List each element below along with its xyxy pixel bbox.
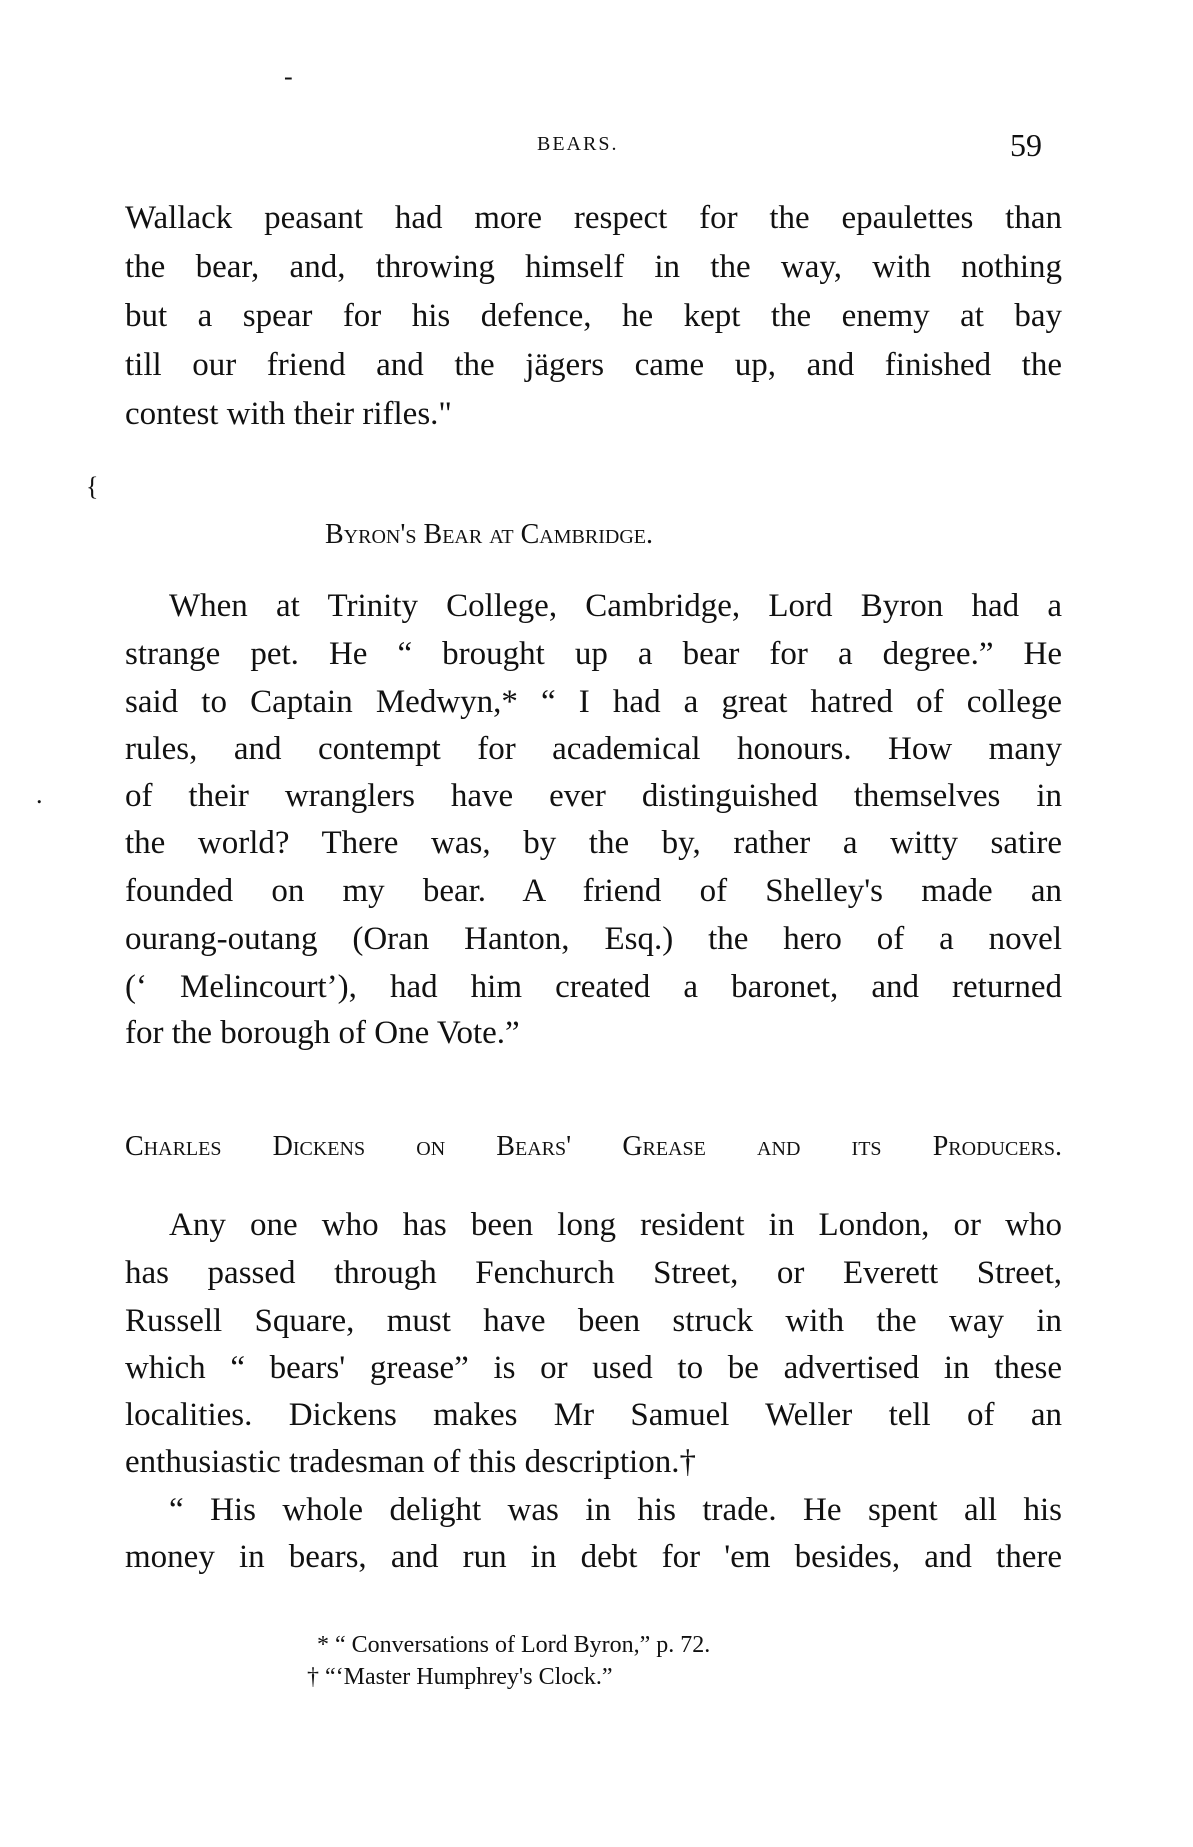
- text-line: of their wranglers have ever distinguished themselves in: [125, 778, 1062, 814]
- scan-mark: -: [284, 62, 293, 91]
- text-line: “ His whole delight was in his trade. He spent all his: [169, 1492, 1062, 1528]
- text-line: for the borough of One Vote.”: [125, 1015, 520, 1051]
- scan-mark: {: [86, 472, 99, 501]
- page-number: 59: [1010, 127, 1042, 163]
- text-line: has passed through Fenchurch Street, or Everett Street,: [125, 1255, 1062, 1291]
- text-line: money in bears, and run in debt for 'em besides, and there: [125, 1539, 1062, 1575]
- text-line: but a spear for his defence, he kept the enemy at bay: [125, 298, 1062, 334]
- scan-mark: .: [36, 780, 43, 809]
- text-line: said to Captain Medwyn,* “ I had a great hatred of college: [125, 684, 1062, 720]
- section-heading: Charles Dickens on Bears' Grease and its Producers.: [125, 1131, 1062, 1162]
- text-line: ourang-outang (Oran Hanton, Esq.) the hero of a novel: [125, 921, 1062, 957]
- text-line: Wallack peasant had more respect for the epaulettes than: [125, 200, 1062, 236]
- text-line: till our friend and the jägers came up, and finished the: [125, 347, 1062, 383]
- text-line: localities. Dickens makes Mr Samuel Weller tell of an: [125, 1397, 1062, 1433]
- text-line: contest with their rifles.": [125, 396, 452, 432]
- section-heading: Byron's Bear at Cambridge.: [325, 519, 653, 550]
- text-line: When at Trinity College, Cambridge, Lord Byron had a: [169, 588, 1062, 624]
- footnote: † “‘Master Humphrey's Clock.”: [307, 1664, 613, 1690]
- text-line: enthusiastic tradesman of this description.†: [125, 1444, 696, 1480]
- footnote: * “ Conversations of Lord Byron,” p. 72.: [317, 1632, 711, 1658]
- text-line: founded on my bear. A friend of Shelley's made an: [125, 873, 1062, 909]
- text-line: Any one who has been long resident in London, or who: [169, 1207, 1062, 1243]
- text-line: the bear, and, throwing himself in the way, with nothing: [125, 249, 1062, 285]
- text-line: Russell Square, must have been struck with the way in: [125, 1303, 1062, 1339]
- running-title: BEARS.: [537, 133, 619, 155]
- text-line: (‘ Melincourt’), had him created a baronet, and returned: [125, 969, 1062, 1005]
- text-line: which “ bears' grease” is or used to be advertised in these: [125, 1350, 1062, 1386]
- text-line: strange pet. He “ brought up a bear for a degree.” He: [125, 636, 1062, 672]
- text-line: the world? There was, by the by, rather a witty satire: [125, 825, 1062, 861]
- text-line: rules, and contempt for academical honours. How many: [125, 731, 1062, 767]
